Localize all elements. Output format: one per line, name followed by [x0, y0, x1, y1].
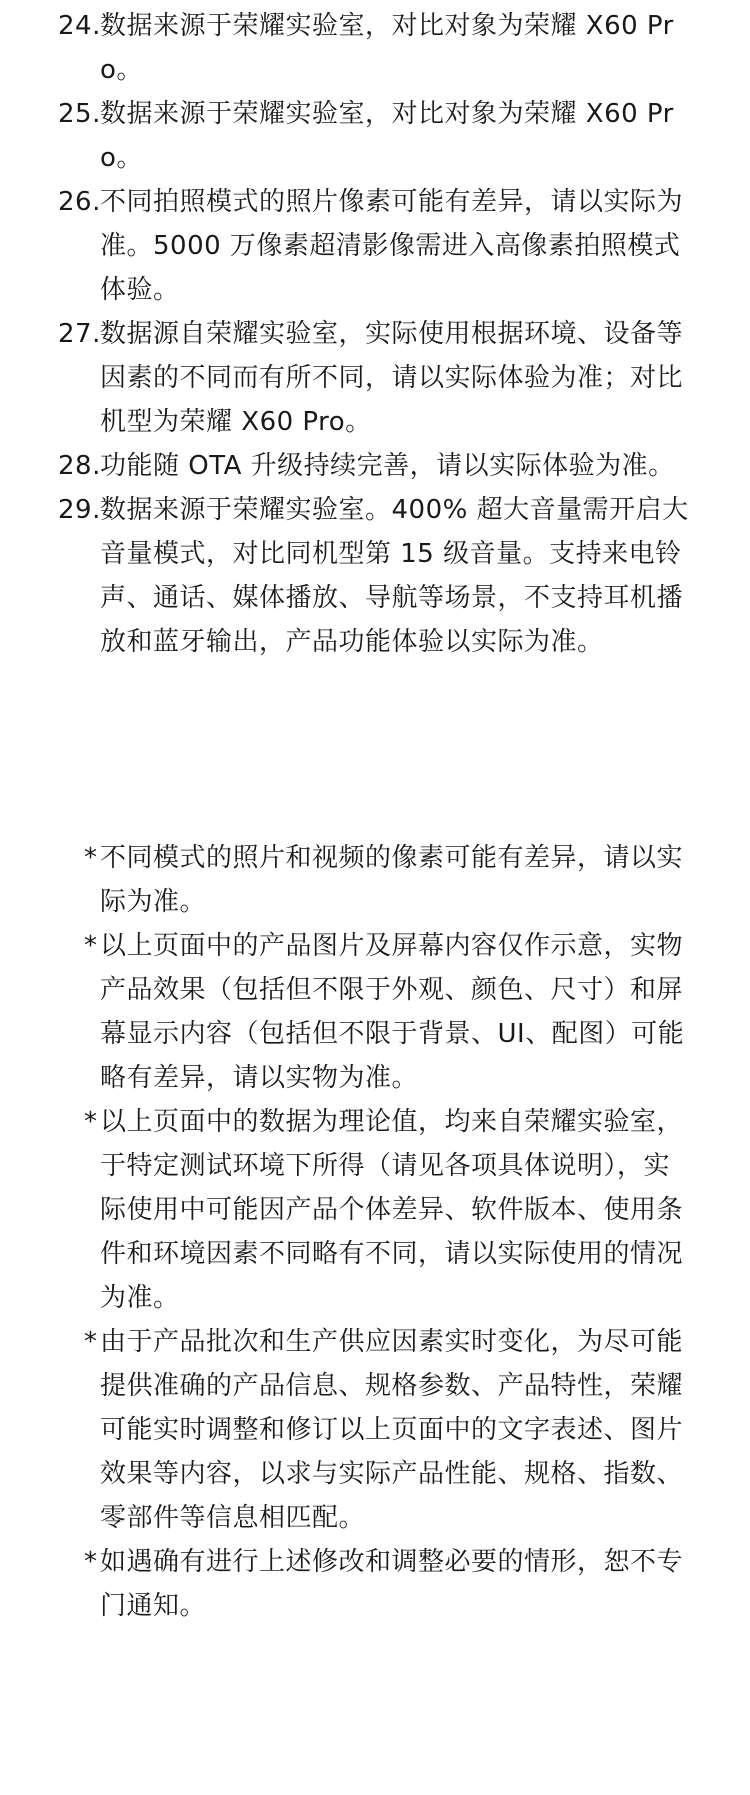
footnote-number: 27.	[58, 319, 101, 349]
asterisk-mark: *	[84, 1107, 98, 1137]
footnote-item	[0, 4, 750, 92]
asterisk-mark: *	[84, 1327, 98, 1357]
disclaimer-text: 以上页面中的产品图片及屏幕内容仅作示意，实物产品效果（包括但不限于外观、颜色、尺寸）和屏幕显示内容（包括但不限于背景、UI、配图）可能略有差异，请以实物为准。	[100, 931, 685, 1093]
footnote-item	[0, 92, 750, 180]
numbered-footnotes	[0, 4, 750, 664]
asterisk-mark: *	[84, 931, 98, 961]
disclaimer-text: 以上页面中的数据为理论值，均来自荣耀实验室，于特定测试环境下所得（请见各项具体说明），实际使用中可能因产品个体差异、软件版本、使用条件和环境因素不同略有不同，请以实际使用的情况为准。	[100, 1107, 684, 1313]
footnote-text: 功能随 OTA 升级持续完善，请以实际体验为准。	[100, 451, 675, 481]
disclaimer-item	[0, 1320, 750, 1540]
disclaimer-item	[0, 924, 750, 1100]
asterisk-mark: *	[84, 843, 98, 873]
disclaimer-item	[0, 1100, 750, 1320]
disclaimer-text: 如遇确有进行上述修改和调整必要的情形，恕不专门通知。	[100, 1547, 684, 1621]
footnote-number: 26.	[58, 187, 101, 217]
footnote-text: 数据来源于荣耀实验室，对比对象为荣耀 X60 Pro。	[100, 99, 674, 173]
footnote-text: 不同拍照模式的照片像素可能有差异，请以实际为准。5000 万像素超清影像需进入高像素拍照模式体验。	[100, 187, 684, 305]
footnote-text: 数据来源于荣耀实验室。400% 超大音量需开启大音量模式，对比同机型第 15 级音量。支持来电铃声、通话、媒体播放、导航等场景，不支持耳机播放和蓝牙输出，产品功能体验以实际为准。	[100, 495, 689, 657]
disclaimer-list	[0, 836, 750, 1628]
disclaimer-item	[0, 1540, 750, 1628]
footnote-item	[0, 180, 750, 312]
footnote-text: 数据源自荣耀实验室，实际使用根据环境、设备等因素的不同而有所不同，请以实际体验为准；对比机型为荣耀 X60 Pro。	[100, 319, 684, 437]
footnote-item	[0, 312, 750, 444]
disclaimer-text: 由于产品批次和生产供应因素实时变化，为尽可能提供准确的产品信息、规格参数、产品特性，荣耀可能实时调整和修订以上页面中的文字表述、图片效果等内容，以求与实际产品性能、规格、指数、零部件等信息相匹配。	[100, 1327, 684, 1533]
footnote-number: 24.	[58, 11, 101, 41]
footnote-number: 28.	[58, 451, 101, 481]
asterisk-mark: *	[84, 1547, 98, 1577]
footnote-item	[0, 444, 750, 488]
footnote-text: 数据来源于荣耀实验室，对比对象为荣耀 X60 Pro。	[100, 11, 674, 85]
footnote-number: 29.	[58, 495, 101, 525]
disclaimer-text: 不同模式的照片和视频的像素可能有差异，请以实际为准。	[100, 843, 684, 917]
footnote-number: 25.	[58, 99, 101, 129]
footnote-item	[0, 488, 750, 664]
disclaimer-item	[0, 836, 750, 924]
